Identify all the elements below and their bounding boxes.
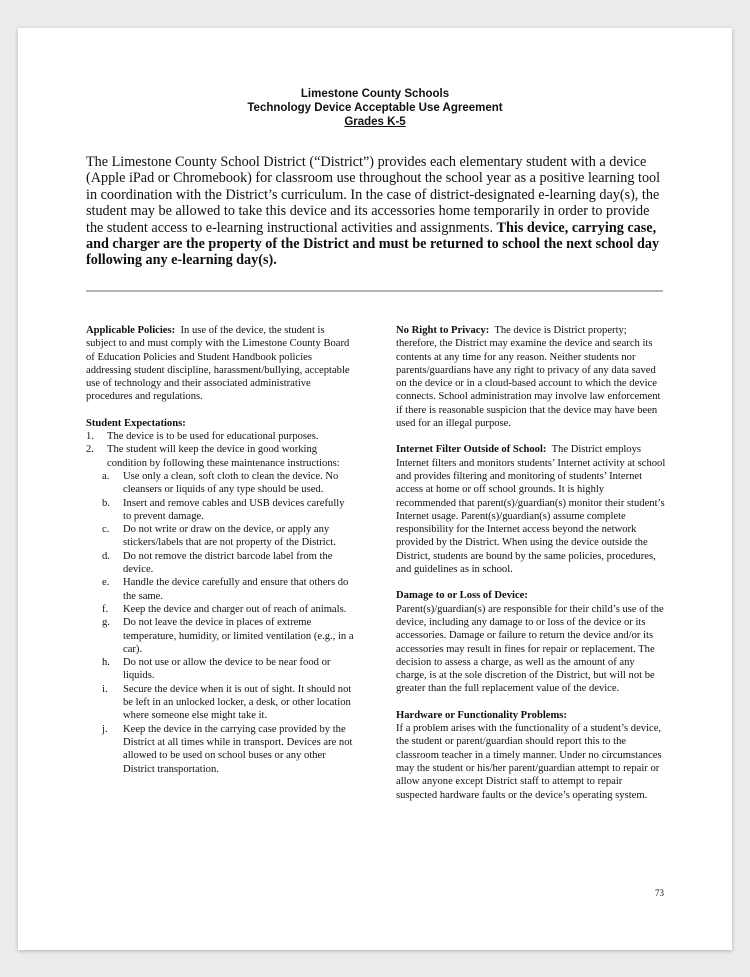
hardware-section xyxy=(396,709,666,802)
internet-filter-text: The District employs Internet filters and monitors students’ Internet activity at school and provides filtering and monitoring of students’ Internet access at home or off school grounds. It is highly recommended that parent(s)/guardian(s) monitor their student’s Internet usage. Parent(s)/guardian(s) assume complete responsibility for the Internet access beyond the network provided by the District. When using the device outside the District, students are bound by the same policies, procedures, and guidelines as in school. xyxy=(396,444,666,576)
district-name: Limestone County Schools xyxy=(300,88,450,100)
internet-filter-heading: Internet Filter Outside of School: xyxy=(396,444,547,456)
sub-list-item: h. Do not use or allow the device to be near food or liquids. xyxy=(102,657,331,682)
sub-list-item: f. Keep the device and charger out of reach of animals. xyxy=(102,603,347,615)
sub-list-item: b. Insert and remove cables and USB devices carefully to prevent damage. xyxy=(102,497,345,522)
page-number: 73 xyxy=(655,888,664,898)
student-expectations-section xyxy=(86,417,354,776)
document-title: Technology Device Acceptable Use Agreement xyxy=(247,102,503,114)
applicable-policies-heading: Applicable Policies: xyxy=(86,325,176,336)
applicable-policies-section xyxy=(86,324,354,404)
damage-heading: Damage to or Loss of Device: xyxy=(396,590,528,602)
applicable-policies-text: In use of the device, the student is subject to and must comply with the Limestone County Board of Education Policies and Student Handbook policies addressing student discipline, harassment/bullying, acceptable use of technology and their associated administrative procedures and regulations. xyxy=(86,325,350,403)
hardware-heading: Hardware or Functionality Problems: xyxy=(396,709,567,721)
sub-list-item: j. Keep the device in the carrying case provided by the District at all times while in transport. Devices are not allowed to be used on school buses or any other District transportation. xyxy=(102,723,353,775)
internet-filter-section xyxy=(396,443,666,576)
sub-list-item: g. Do not leave the device in places of extreme temperature, humidity, or limited ventilation (e.g., in a car). xyxy=(102,617,354,655)
damage-section xyxy=(396,589,666,695)
privacy-section xyxy=(396,324,666,430)
sub-list-item: i. Secure the device when it is out of sight. It should not be left in an unlocked locker, a desk, or other location where someone else might take it. xyxy=(102,683,352,722)
privacy-heading: No Right to Privacy: xyxy=(396,325,490,336)
section-divider xyxy=(86,290,663,292)
damage-text: Parent(s)/guardian(s) are responsible for their child’s use of the device, including any damage to or loss of the device or its accessories. Damage or failure to return the device and/or its accessories may result in fines for repair or replacement. The decision to assess a charge, as well as the amount of any charge, is at the sole discretion of the District, but will not be greater than the full replacement value of the device. xyxy=(396,603,664,695)
intro-text: The Limestone County School District (“District”) provides each elementary student with a device (Apple iPad or Chromebook) for classroom use throughout the school year as a positive learning tool in coordination with the District’s curriculum. In the case of district-designated e-learning day(s), the student may be allowed to take this device and its accessories home temporarily in order to provide the student access to e-learning instructional activities and assignments. xyxy=(86,154,661,236)
hardware-text: If a problem arises with the functionality of a student’s device, the student or parent/guardian should report this to the classroom teacher in a timely manner. Under no circumstances may the student or his/her parent/guardian attempt to repair or allow anyone except District staff to attempt to repair suspected hardware faults or the device’s operating system. xyxy=(396,723,662,801)
sub-list-item: c. Do not write or draw on the device, or apply any stickers/labels that are not property of the District. xyxy=(102,524,336,549)
privacy-text: The device is District property; therefore, the District may examine the device and search its contents at any time for any reason. Neither students nor parents/guardians have any right to privacy of any data saved on the device or in a cloud-based account to which the device connects. School administration may involve law enforcement if there is reasonable suspicion that the device may have been used for an illegal purpose. xyxy=(396,325,661,430)
sub-list-item: e. Handle the device carefully and ensure that others do the same. xyxy=(102,577,349,602)
left-column xyxy=(86,324,354,789)
intro-bold-text: This device, carrying case, and charger are the property of the District and must be returned to school the next school day following any e-learning day(s). xyxy=(86,219,660,269)
student-expectations-heading: Student Expectations: xyxy=(86,417,186,429)
right-column xyxy=(396,324,666,815)
sub-list-item: a. Use only a clean, soft cloth to clean the device. No cleansers or liquids of any type should be used. xyxy=(102,470,339,496)
list-item: 1. The device is to be used for educational purposes. xyxy=(86,431,319,443)
document-page xyxy=(18,28,732,950)
grades-label: Grades K-5 xyxy=(344,116,406,128)
list-item: 2. The student will keep the device in good working condition by following these maintenance instructions: xyxy=(86,444,340,469)
intro-paragraph xyxy=(86,154,666,269)
document-header xyxy=(18,87,732,129)
sub-list-item: d. Do not remove the district barcode label from the device. xyxy=(102,550,333,576)
